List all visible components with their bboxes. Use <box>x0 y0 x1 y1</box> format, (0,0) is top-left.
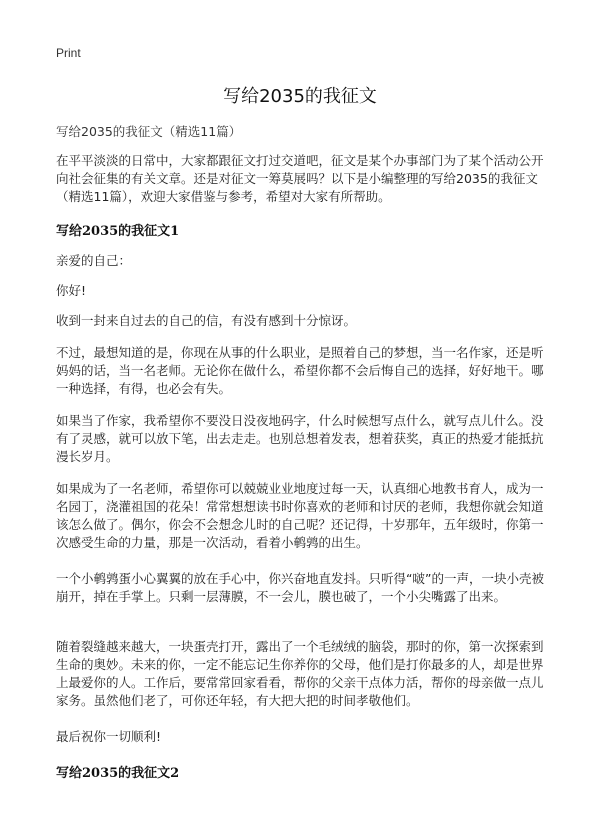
letter-paragraph: 如果成为了一名老师，希望你可以兢兢业业地度过每一天，认真细心地教书育人，成为一名园丁，浇灌祖国的花朵！常常想想读书时你喜欢的老师和讨厌的老师，我想你就会知道该怎么做了。偶尔，你会不会想念儿时的自己呢？还记得，十岁那年，五年级时，你第一次感受生命的力量，那是一次活动，看着小鹌鹑的出生。 <box>56 481 544 550</box>
page-title: 写给2035的我征文 <box>223 86 377 107</box>
document-subtitle: 写给2035的我征文（精选11篇） <box>56 124 242 139</box>
letter-paragraph: 随着裂缝越来越大，一块蛋壳打开，露出了一个毛绒绒的脑袋，那时的你，第一次探索到生命的奥妙。未来的你，一定不能忘记生你养你的父母，他们是打你最多的人，却是世界上最爱你的人。工作后，要常常回家看看，帮你的父亲干点体力活，帮你的母亲做一点儿家务。虽然他们老了，可你还年轻，有大把大把的时间孝敬他们。 <box>56 639 544 708</box>
letter-greeting: 亲爱的自己： <box>56 253 132 268</box>
letter-paragraph: 如果当了作家，我希望你不要没日没夜地码字，什么时候想写点什么，就写点儿什么。没有了灵感，就可以放下笔，出去走走。也别总想着发表，想着获奖，真正的热爱才能抵抗漫长岁月。 <box>56 413 544 464</box>
print-link[interactable]: Print <box>56 46 81 60</box>
section-heading-1: 写给2035的我征文1 <box>56 224 180 239</box>
letter-paragraph: 不过，最想知道的是，你现在从事的什么职业，是照着自己的梦想，当一名作家，还是听妈妈的话，当一名老师。无论你在做什么，希望你都不会后悔自己的选择，好好地干。哪一种选择，有得，也必会有失。 <box>56 345 544 396</box>
letter-paragraph: 收到一封来自过去的自己的信，有没有感到十分惊讶。 <box>56 313 357 328</box>
section-heading-2: 写给2035的我征文2 <box>56 766 180 781</box>
intro-paragraph: 在平平淡淡的日常中，大家都跟征文打过交道吧，征文是某个办事部门为了某个活动公开向社会征集的有关文章。还是对征文一筹莫展吗？以下是小编整理的写给2035的我征文（精选11篇），欢迎大家借鉴与参考，希望对大家有所帮助。 <box>56 153 544 204</box>
letter-hello: 你好! <box>56 283 87 298</box>
letter-paragraph: 一个小鹌鹑蛋小心翼翼的放在手心中，你兴奋地直发抖。只听得“啵”的一声，一块小壳被崩开，掉在手掌上。只剩一层薄膜，不一会儿，膜也破了，一个小尖嘴露了出来。 <box>56 571 544 604</box>
letter-closing: 最后祝你一切顺利! <box>56 729 162 744</box>
